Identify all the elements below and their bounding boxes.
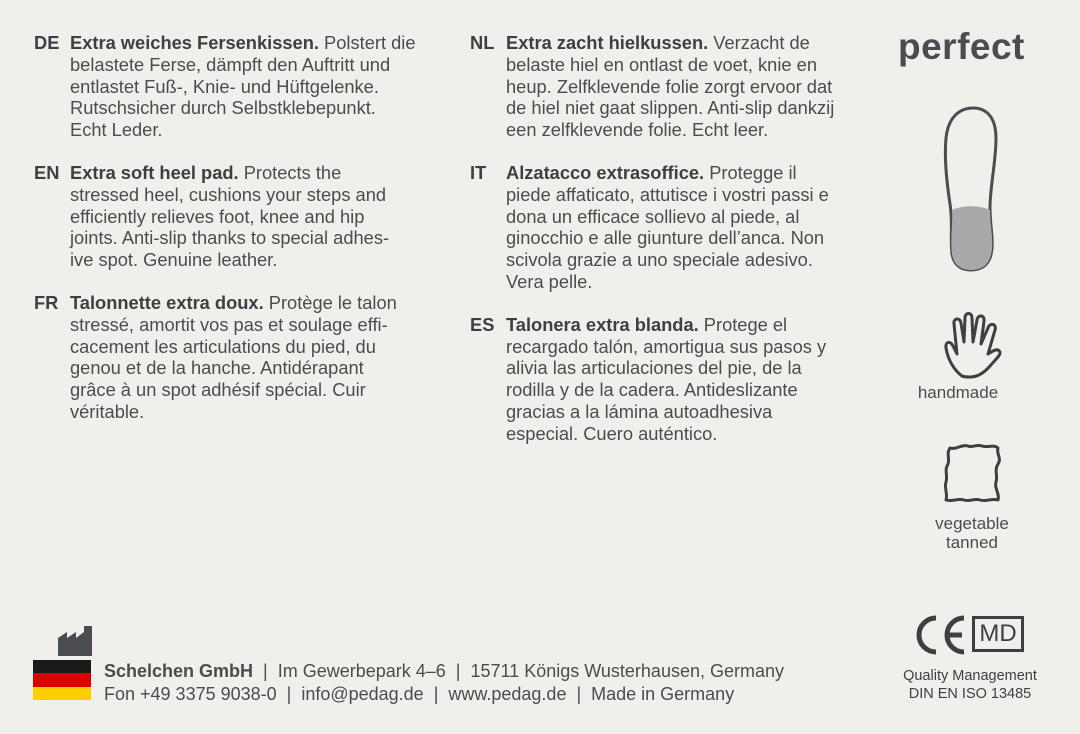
lang-code: IT [470,161,487,183]
lang-title: Talonnette extra doux. [70,291,264,313]
lang-code: FR [34,291,59,313]
text-column-left [34,32,464,444]
lang-title: Extra zacht hielkussen. [506,32,709,53]
md-mark-text: MD [979,620,1017,647]
lang-block-fr [34,292,464,423]
lang-title: Alzatacco extrasoffice. [506,161,705,183]
lang-code: EN [34,161,60,183]
lang-title: Extra soft heel pad. [70,161,239,183]
lang-code: ES [470,313,495,335]
leather-hide-icon [940,440,1004,506]
company-name: Schelchen GmbH [104,661,254,681]
lang-title: Talonera extra blanda. [506,313,699,335]
lang-block-en [34,162,464,271]
tanned-text: tanned [946,533,998,552]
lang-code: DE [34,32,60,53]
md-mark [972,616,1024,652]
lang-text: Protects the stressed heel, cushions your steps and efficiently relieves foot, knee and hip joints. Anti-slip thanks to special adhes- ive spot. Genuine leather. [70,161,390,271]
hand-icon [940,310,1004,380]
lang-block-it [470,162,890,293]
quality-management-label: Quality Management [903,668,1037,684]
lang-code: NL [470,32,495,53]
vegetable-tanned-label [910,514,1034,552]
lang-block-de [34,32,464,141]
text-column-middle [470,32,890,466]
footer-contact-line: Fon +49 3375 9038-0 | info@pedag.de | www.pedag.de | Made in Germany [104,684,735,704]
insole-icon [940,104,1002,274]
iso-standard-label: DIN EN ISO 13485 [908,686,1032,702]
german-flag-icon [33,660,91,700]
company-address: | Im Gewerbepark 4–6 | 15711 Königs Wusterhausen, Germany [253,661,785,681]
lang-text: Protegge il piede affaticato, attutisce i vostri passi e dona un efficace sollievo al piede, al ginocchio e alle giunture dell’anca. Non scivola grazie a uno speciale adesivo. Vera pelle. [506,161,829,292]
handmade-label: handmade [917,383,999,402]
brand-logo: perfect [898,26,1025,67]
lang-text: Protege el recargado talón, amortigua sus pasos y alivia las articulaciones del pie, de la rodilla y de la cadera. Antideslizante gracias a la lámina autoadhesiva especial. Cuero auténtico. [506,313,827,444]
lang-block-es [470,314,890,445]
lang-text: Polstert die belastete Ferse, dämpft den Auftritt und entlastet Fuß-, Knie- und Hüftgelenke. Rutschsicher durch Selbstklebepunkt. Echt Leder. [70,32,416,141]
heel-pad-region [951,206,992,270]
vegetable-text: vegetable [935,514,1009,533]
lang-text: Protège le talon stressé, amortit vos pas et soulage effi- cacement les articulations du pied, du genou et de la hanche. Antidérapant grâce à un spot adhésif spécial. Cuir véritable. [70,291,397,422]
lang-text: Verzacht de belaste hiel en ontlast de voet, knie en heup. Zelfklevende folie zorgt ervoor dat de hiel niet gaat slippen. Anti-slip dankzij een zelfklevende folie. Echt leer. [506,32,835,141]
factory-icon [58,626,92,656]
footer-company-line [104,660,784,682]
lang-title: Extra weiches Fersenkissen. [70,32,319,53]
lang-block-nl [470,32,890,141]
quality-management [880,667,1060,703]
ce-mark-icon [912,614,968,656]
